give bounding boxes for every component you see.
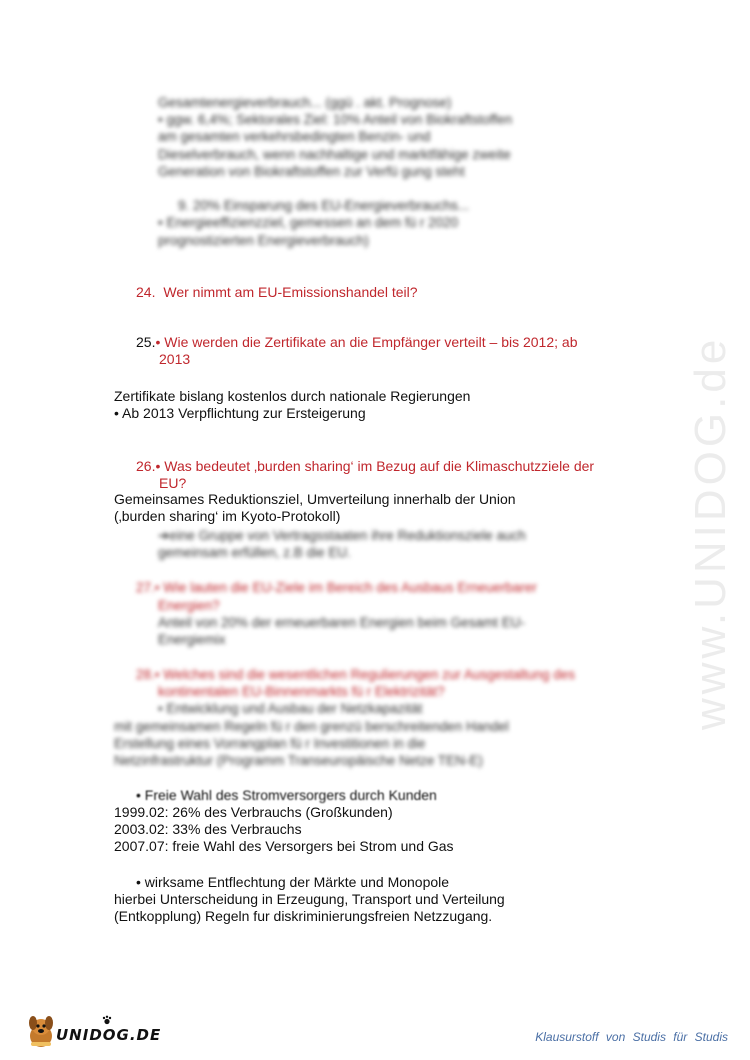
blurred-question: Energien?: [158, 598, 220, 613]
question-number: 24.: [136, 284, 156, 300]
unbundling-line: hierbei Unterscheidung in Erzeugung, Transport und Verteilung: [114, 891, 505, 907]
date-line: 1999.02: 26% des Verbrauchs (Großkunden): [114, 804, 393, 820]
answer-26-line: (‚burden sharing‘ im Kyoto-Protokoll): [114, 508, 341, 524]
question-number: 25.: [136, 334, 156, 350]
question-26-continued: EU?: [159, 475, 187, 491]
blurred-line: Erstellung eines Vorrangplan fü r Investitionen in die: [114, 736, 426, 751]
question-26: [136, 458, 594, 475]
blurred-line: prognostizierten Energieverbrauch): [158, 233, 369, 248]
blurred-line: ➔eine Gruppe von Vertragsstaaten ihre Reduktionsziele auch: [158, 528, 526, 543]
blurred-line: Dieselverbrauch, wenn nachhaltige und marktfähige zweite: [158, 147, 511, 162]
footer-tagline: Klausurstoff von Studis für Studis: [535, 1030, 728, 1044]
bullet-unbundling: • wirksame Entflechtung der Märkte und Monopole: [136, 874, 450, 890]
blurred-line: • ggw. 6,4%; Sektorales Ziel: 10% Anteil von Biokraftstoffen: [158, 112, 513, 127]
blurred-line: Netzinfrastruktur (Programm Transeuropäische Netze TEN-E): [114, 753, 483, 768]
blurred-line: • Entwicklung und Ausbau der Netzkapazität: [158, 701, 423, 716]
dog-icon: [24, 1014, 58, 1050]
question-text: • Was bedeutet ‚burden sharing‘ im Bezug auf die Klimaschutzziele der: [155, 458, 595, 474]
logo-text: UNIDOG.DE: [56, 1026, 162, 1044]
answer-26-line: Gemeinsames Reduktionsziel, Umverteilung innerhalb der Union: [114, 491, 516, 507]
question-25-continued: 2013: [159, 351, 191, 367]
blurred-line: am gesamten verkehrsbedingten Benzin- und: [158, 129, 431, 144]
unbundling-line: (Entkopplung) Regeln fur diskriminierungsfreien Netzzugang.: [114, 908, 493, 924]
blurred-line: Energiemix: [158, 632, 226, 647]
blurred-question: 28.• Welches sind die wesentlichen Regulierungen zur Ausgestaltung des: [136, 667, 576, 682]
blurred-question: 27.• Wie lauten die EU-Ziele im Bereich des Ausbaus Erneuerbarer: [136, 580, 537, 595]
watermark: www.UNIDOG.de: [686, 335, 735, 730]
question-text: • Wie werden die Zertifikate an die Empfänger verteilt – bis 2012; ab: [155, 334, 578, 350]
blurred-line: Anteil von 20% der erneuerbaren Energien beim Gesamt EU-: [158, 615, 525, 630]
date-line: 2007.07: freie Wahl des Versorgers bei Strom und Gas: [114, 838, 454, 854]
blurred-line: mit gemeinsamen Regeln fü r den grenzü berschreitenden Handel: [114, 719, 509, 734]
blurred-line: 9. 20% Einsparung des EU-Energieverbrauchs...: [178, 198, 470, 213]
paw-icon: [102, 1015, 112, 1025]
blurred-question: kontinentalen EU-Binnenmarkts fü r Elektrizität?: [158, 684, 445, 699]
blurred-line: gemeinsam erfüllen, z.B die EU.: [158, 545, 351, 560]
answer-25-line: Zertifikate bislang kostenlos durch nationale Regierungen: [114, 388, 471, 404]
bullet-free-choice: • Freie Wahl des Stromversorgers durch Kunden: [136, 787, 437, 803]
blurred-line: Gesamtenergieverbrauch... (ggü . akt. Prognose): [158, 95, 452, 110]
question-24: [136, 284, 418, 301]
blurred-line: Generation von Biokraftstoffen zur Verfü gung steht: [158, 164, 465, 179]
question-text: Wer nimmt am EU-Emissionshandel teil?: [163, 284, 418, 300]
date-line: 2003.02: 33% des Verbrauchs: [114, 821, 302, 837]
blurred-line: • Energieeffizienzziel, gemessen an dem fü r 2020: [158, 215, 459, 230]
unidog-logo[interactable]: [24, 1012, 164, 1052]
question-number: 26.: [136, 458, 156, 474]
answer-25-line: • Ab 2013 Verpflichtung zur Ersteigerung: [114, 405, 366, 421]
question-25: [136, 334, 577, 351]
